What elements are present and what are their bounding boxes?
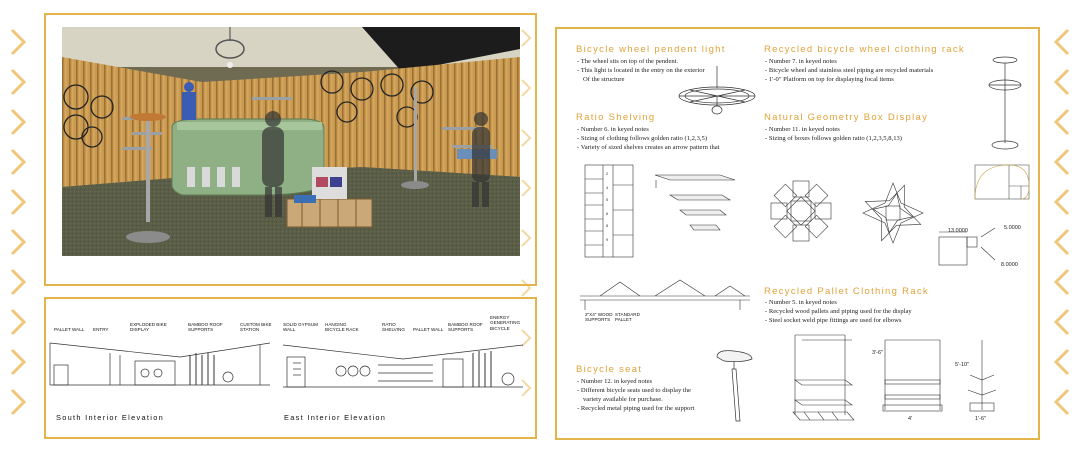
ratio-shelving-elevation [585, 165, 635, 260]
store-interior-rendering [62, 27, 520, 256]
east-label-solid-gypsum: SOLID GYPSUM WALL [283, 322, 318, 333]
clothing-rack-note: - Bicycle wheel and stainless steel piping are recycled materials [765, 67, 934, 74]
east-label-hanging-bicycle-rack: HANGING BICYCLE RACK [325, 322, 359, 333]
geometry-box-plan [860, 180, 926, 246]
ratio-shelving-note: - Number 6. in keyed notes [577, 126, 649, 133]
geometry-box-notes [765, 125, 902, 143]
east-elevation-caption: East Interior Elevation [284, 413, 387, 422]
wheel-light-sketch [675, 66, 760, 116]
south-label-exploded-bike: EXPLODED BIKE DISPLAY [130, 322, 167, 333]
ratio-shelving-notes [577, 125, 720, 152]
ratio-shelving-note: - Sizing of clothing follows golden ratio (1,2,3,5) [577, 135, 708, 142]
clothing-rack-sketch [985, 55, 1025, 155]
bicycle-seat-note: - Number 12. in keyed notes [577, 378, 653, 385]
clothing-rack-title: Recycled bicycle wheel clothing rack [764, 44, 965, 55]
clothing-rack-notes [765, 57, 933, 84]
geometry-dim-13: 13.0000 [948, 228, 968, 234]
geometry-dim-5: 5.0000 [1004, 225, 1021, 231]
ratio-shelving-title: Ratio Shelving [576, 112, 656, 123]
ratio-shelving-detail [580, 278, 750, 313]
pallet-rack-side [960, 335, 1005, 415]
ratio-detail-label-pallet: STANDARD PALLET [615, 312, 640, 323]
wheel-light-note: Of the structure [583, 76, 625, 83]
wheel-light-note: - The wheel sits on top of the pendent. [577, 58, 679, 65]
bicycle-seat-sketch [712, 345, 757, 425]
pallet-rack-notes [765, 298, 912, 325]
svg-text:5: 5 [606, 197, 609, 202]
bicycle-seat-note: - Recycled metal piping used for the support [577, 405, 695, 412]
bicycle-seat-notes [577, 377, 694, 413]
south-label-bamboo-roof: BAMBOO ROOF SUPPORTS [188, 322, 223, 333]
ratio-shelving-note: - Variety of sized shelves creates an arrow pattern that [577, 144, 720, 151]
svg-text:9: 9 [606, 237, 609, 242]
east-elevation-drawing [283, 335, 523, 395]
east-label-ratio-shelving: RATIO SHELVING [382, 322, 405, 333]
ratio-detail-label-supports: 2"X4" WOOD SUPPORTS [585, 312, 613, 323]
pallet-rack-note: - Steel socket weld pipe fittings are used for elbows [765, 317, 902, 324]
south-label-custom-bike-station: CUSTOM BIKE STATION [240, 322, 272, 333]
svg-text:4: 4 [606, 185, 609, 190]
south-elevation-caption: South Interior Elevation [56, 413, 165, 422]
pallet-rack-title: Recycled Pallet Clothing Rack [764, 286, 929, 297]
geometry-box-note: - Number 11. in keyed notes [765, 126, 840, 133]
pallet-rack-note: - Number 5. in keyed notes [765, 299, 837, 306]
east-label-energy-bicycle: ENERGY GENERATING BICYCLE [490, 315, 521, 331]
wheel-light-title: Bicycle wheel pendent light [576, 44, 726, 55]
clothing-rack-note: - Number 7. in keyed notes [765, 58, 837, 65]
geometry-box-title: Natural Geometry Box Display [764, 112, 929, 123]
pallet-dim-depth: 1'-6" [975, 416, 986, 422]
geometry-dim-8: 8.0000 [1001, 262, 1018, 268]
bicycle-seat-note: - Different bicycle seats used to display the [577, 387, 691, 394]
geometry-box-perspective [765, 175, 837, 247]
wheel-light-note: - This light is located in the entry on the exterior [577, 67, 705, 74]
bicycle-seat-title: Bicycle seat [576, 364, 643, 375]
ratio-shelving-perspective [650, 170, 745, 240]
pallet-rack-perspective [790, 330, 855, 425]
svg-text:8: 8 [606, 223, 609, 228]
east-label-pallet-wall: PALLET WALL [413, 327, 444, 332]
chevron-border-left [8, 20, 30, 440]
south-label-pallet-wall: PALLET WALL [54, 327, 85, 332]
pallet-rack-front [880, 335, 945, 415]
pallet-rack-note: - Recycled wood pallets and piping used for the display [765, 308, 912, 315]
pallet-dim-total: 5'-10" [955, 362, 970, 368]
clothing-rack-note: - 1'-0" Platform on top for displaying focal items [765, 76, 894, 83]
east-label-bamboo-roof: BAMBOO ROOF SUPPORTS [448, 322, 483, 333]
pallet-dim-height: 3'-6" [872, 350, 883, 356]
pallet-dim-width: 4' [908, 416, 913, 422]
chevron-border-right [1050, 20, 1072, 440]
svg-text:2: 2 [606, 171, 609, 176]
south-elevation-drawing [50, 335, 270, 395]
svg-text:6: 6 [606, 211, 609, 216]
golden-spiral-sketch [975, 165, 1030, 200]
bicycle-seat-note: variety available for purchase. [583, 396, 663, 403]
geometry-box-note: - Sizing of boxes follows golden ratio (1,2,3,5,8,13) [765, 135, 902, 142]
geometry-box-dimension-drawing [935, 222, 1005, 272]
south-label-entry: ENTRY [93, 327, 109, 332]
